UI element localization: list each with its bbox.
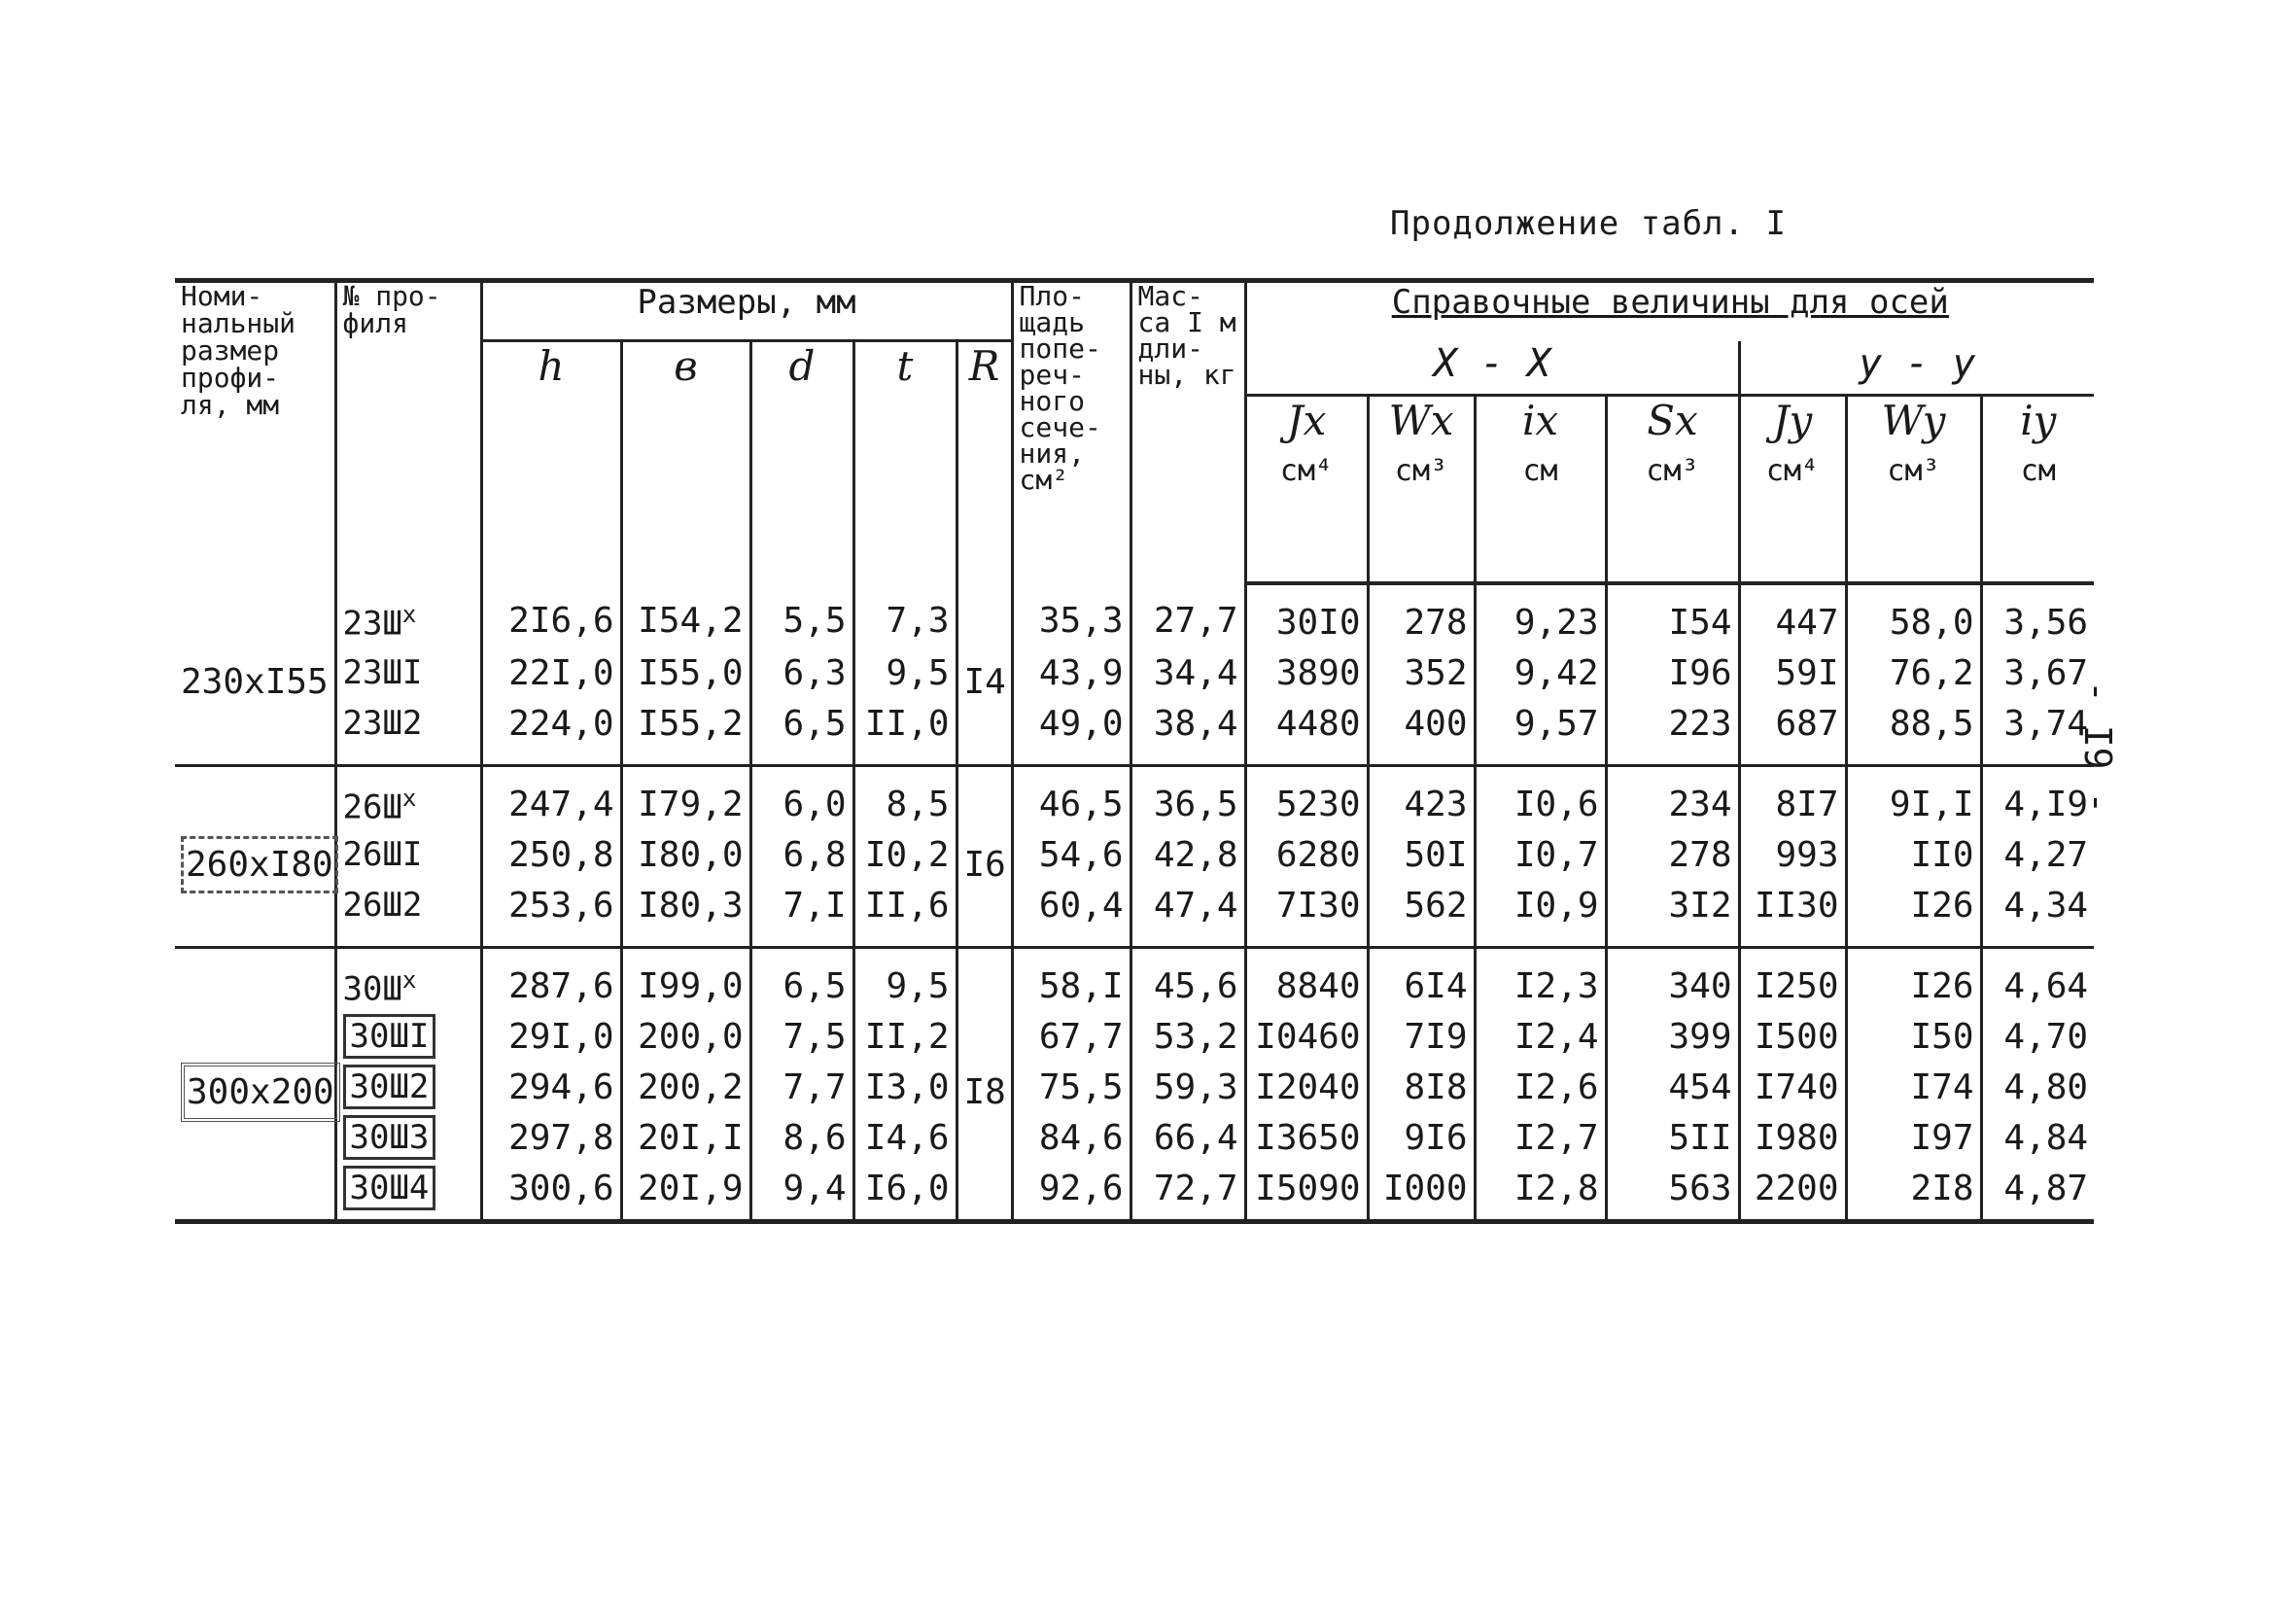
cell-ix: I2,8: [1475, 1169, 1606, 1222]
cell-d: 7,5: [750, 1017, 853, 1067]
cell-h: 2I6,6: [481, 583, 621, 653]
cell-ix: 9,42: [1475, 653, 1606, 704]
cell-r: I4: [957, 583, 1012, 766]
cell-iy: 4,80: [1981, 1067, 2094, 1118]
cell-ix: I2,4: [1475, 1017, 1606, 1067]
header-area: Пло- щадь попе- реч- ного сече- ния, см²: [1012, 281, 1131, 583]
cell-iy: 4,84: [1981, 1118, 2094, 1169]
cell-t: I0,2: [853, 835, 957, 886]
cell-wy: I74: [1846, 1067, 1981, 1118]
cell-profile: [335, 1169, 481, 1222]
cell-jx: I0460: [1245, 1017, 1368, 1067]
cell-nominal: [175, 583, 335, 766]
cell-ix: I2,7: [1475, 1118, 1606, 1169]
cell-mass: 72,7: [1131, 1169, 1245, 1222]
cell-jy: II30: [1739, 886, 1846, 948]
header-d: d: [750, 341, 853, 583]
cell-profile: [335, 1017, 481, 1067]
cell-t: 9,5: [853, 653, 957, 704]
header-wy: Wy см³: [1846, 395, 1981, 583]
header-b: в: [621, 341, 750, 583]
cell-sx: I96: [1606, 653, 1739, 704]
header-jy: Jy см⁴: [1739, 395, 1846, 583]
cell-sx: I54: [1606, 583, 1739, 653]
cell-sx: 234: [1606, 765, 1739, 835]
cell-iy: 4,I9: [1981, 765, 2094, 835]
cell-area: 92,6: [1012, 1169, 1131, 1222]
table-row: [175, 1017, 2094, 1067]
profile-sup: x: [401, 600, 417, 628]
cell-profile: [335, 583, 481, 653]
cell-nominal: [175, 947, 335, 1221]
cell-jy: 59I: [1739, 653, 1846, 704]
cell-h: 247,4: [481, 765, 621, 835]
cell-b: 20I,I: [621, 1118, 750, 1169]
cell-jx: 7I30: [1245, 886, 1368, 948]
cell-d: 6,5: [750, 947, 853, 1017]
cell-area: 43,9: [1012, 653, 1131, 704]
cell-ix: I0,6: [1475, 765, 1606, 835]
cell-iy: 4,87: [1981, 1169, 2094, 1222]
table-row: [175, 583, 2094, 653]
cell-jx: 6280: [1245, 835, 1368, 886]
cell-wy: I50: [1846, 1017, 1981, 1067]
cell-sx: 223: [1606, 704, 1739, 766]
cell-d: 7,I: [750, 886, 853, 948]
cell-t: II,0: [853, 704, 957, 766]
header-r: R: [957, 341, 1012, 583]
cell-ix: 9,23: [1475, 583, 1606, 653]
cell-mass: 27,7: [1131, 583, 1245, 653]
cell-iy: 4,64: [1981, 947, 2094, 1017]
cell-area: 67,7: [1012, 1017, 1131, 1067]
table-row: [175, 704, 2094, 766]
nominal-size: 230xI55: [181, 662, 329, 702]
cell-d: 8,6: [750, 1118, 853, 1169]
cell-mass: 42,8: [1131, 835, 1245, 886]
table-row: [175, 886, 2094, 948]
cell-area: 46,5: [1012, 765, 1131, 835]
cell-profile: [335, 1118, 481, 1169]
cell-iy: 4,27: [1981, 835, 2094, 886]
profile-table: [175, 278, 2094, 1224]
cell-wx: 400: [1368, 704, 1475, 766]
cell-d: 6,8: [750, 835, 853, 886]
header-wx: Wx см³: [1368, 395, 1475, 583]
cell-mass: 53,2: [1131, 1017, 1245, 1067]
cell-r: I8: [957, 947, 1012, 1221]
cell-t: II,2: [853, 1017, 957, 1067]
cell-sx: 454: [1606, 1067, 1739, 1118]
cell-h: 22I,0: [481, 653, 621, 704]
profile-number: 30Ш2: [343, 1065, 436, 1109]
table-row: [175, 653, 2094, 704]
cell-wx: 8I8: [1368, 1067, 1475, 1118]
profile-number: 23Ш2: [342, 703, 423, 743]
cell-jy: 687: [1739, 704, 1846, 766]
cell-wy: 88,5: [1846, 704, 1981, 766]
profile-number: 30Ш4: [343, 1166, 436, 1210]
cell-wy: 9I,I: [1846, 765, 1981, 835]
cell-sx: 399: [1606, 1017, 1739, 1067]
cell-jx: 8840: [1245, 947, 1368, 1017]
cell-jx: I5090: [1245, 1169, 1368, 1222]
cell-wx: 9I6: [1368, 1118, 1475, 1169]
header-h: h: [481, 341, 621, 583]
cell-profile: [335, 1067, 481, 1118]
cell-profile: [335, 886, 481, 948]
table-row: [175, 1169, 2094, 1222]
cell-jy: 993: [1739, 835, 1846, 886]
cell-b: I55,2: [621, 704, 750, 766]
cell-jy: I250: [1739, 947, 1846, 1017]
cell-r: I6: [957, 765, 1012, 947]
cell-area: 75,5: [1012, 1067, 1131, 1118]
cell-sx: 340: [1606, 947, 1739, 1017]
cell-sx: 278: [1606, 835, 1739, 886]
cell-profile: [335, 835, 481, 886]
cell-h: 300,6: [481, 1169, 621, 1222]
cell-t: 7,3: [853, 583, 957, 653]
table-row: [175, 1067, 2094, 1118]
cell-area: 58,I: [1012, 947, 1131, 1017]
cell-h: 287,6: [481, 947, 621, 1017]
cell-jx: 5230: [1245, 765, 1368, 835]
cell-jy: I500: [1739, 1017, 1846, 1067]
cell-h: 297,8: [481, 1118, 621, 1169]
cell-mass: 45,6: [1131, 947, 1245, 1017]
profile-number: 26Ш2: [342, 885, 423, 925]
header-ix: ix см: [1475, 395, 1606, 583]
cell-jy: 2200: [1739, 1169, 1846, 1222]
header-profile-no: № про- филя: [335, 281, 481, 583]
cell-t: 9,5: [853, 947, 957, 1017]
header-mass: Мас- са I м дли- ны, кг: [1131, 281, 1245, 583]
cell-iy: 3,67: [1981, 653, 2094, 704]
cell-sx: 3I2: [1606, 886, 1739, 948]
cell-mass: 59,3: [1131, 1067, 1245, 1118]
cell-jx: I2040: [1245, 1067, 1368, 1118]
profile-number: 30ШI: [343, 1014, 436, 1059]
cell-wx: 278: [1368, 583, 1475, 653]
profile-number: 23ШI: [342, 652, 423, 692]
cell-profile: [335, 947, 481, 1017]
cell-area: 35,3: [1012, 583, 1131, 653]
cell-h: 29I,0: [481, 1017, 621, 1067]
cell-ix: I0,7: [1475, 835, 1606, 886]
profile-number: 26Ш: [342, 787, 402, 826]
cell-profile: [335, 704, 481, 766]
table-row: [175, 947, 2094, 1017]
cell-jy: 447: [1739, 583, 1846, 653]
cell-area: 49,0: [1012, 704, 1131, 766]
cell-d: 5,5: [750, 583, 853, 653]
cell-mass: 47,4: [1131, 886, 1245, 948]
cell-sx: 5II: [1606, 1118, 1739, 1169]
nominal-size: 300x200: [181, 1063, 340, 1122]
cell-jx: 3890: [1245, 653, 1368, 704]
cell-b: I80,0: [621, 835, 750, 886]
cell-t: 8,5: [853, 765, 957, 835]
cell-ix: I2,3: [1475, 947, 1606, 1017]
cell-area: 54,6: [1012, 835, 1131, 886]
header-dimensions: Размеры, мм: [481, 281, 1012, 341]
cell-b: I54,2: [621, 583, 750, 653]
cell-wy: 2I8: [1846, 1169, 1981, 1222]
cell-b: 200,0: [621, 1017, 750, 1067]
header-t: t: [853, 341, 957, 583]
cell-iy: 3,74: [1981, 704, 2094, 766]
cell-jy: I740: [1739, 1067, 1846, 1118]
cell-t: I3,0: [853, 1067, 957, 1118]
profile-number: 30Ш3: [343, 1115, 436, 1160]
cell-wy: 58,0: [1846, 583, 1981, 653]
cell-jy: I980: [1739, 1118, 1846, 1169]
cell-h: 253,6: [481, 886, 621, 948]
cell-t: II,6: [853, 886, 957, 948]
header-reference: Справочные величины для осей: [1245, 281, 2094, 341]
table-row: [175, 1118, 2094, 1169]
cell-d: 6,3: [750, 653, 853, 704]
cell-wx: 423: [1368, 765, 1475, 835]
cell-jx: 4480: [1245, 704, 1368, 766]
cell-wx: 562: [1368, 886, 1475, 948]
cell-t: I6,0: [853, 1169, 957, 1222]
cell-b: 200,2: [621, 1067, 750, 1118]
table-row: [175, 835, 2094, 886]
cell-jx: 30I0: [1245, 583, 1368, 653]
cell-area: 60,4: [1012, 886, 1131, 948]
profile-number: 23Ш: [342, 603, 402, 643]
cell-wx: 352: [1368, 653, 1475, 704]
cell-h: 250,8: [481, 835, 621, 886]
cell-b: 20I,9: [621, 1169, 750, 1222]
cell-wy: I97: [1846, 1118, 1981, 1169]
cell-ix: I2,6: [1475, 1067, 1606, 1118]
cell-wx: 50I: [1368, 835, 1475, 886]
header-sx: Sx см³: [1606, 395, 1739, 583]
cell-wy: I26: [1846, 886, 1981, 948]
cell-nominal: [175, 765, 335, 947]
cell-wy: I26: [1846, 947, 1981, 1017]
cell-mass: 34,4: [1131, 653, 1245, 704]
cell-wx: 6I4: [1368, 947, 1475, 1017]
cell-wy: 76,2: [1846, 653, 1981, 704]
header-nominal: Номи- нальный размер профи- ля, мм: [175, 281, 335, 583]
cell-profile: [335, 653, 481, 704]
cell-h: 294,6: [481, 1067, 621, 1118]
cell-iy: 4,34: [1981, 886, 2094, 948]
profile-sup: x: [401, 784, 417, 812]
cell-jx: I3650: [1245, 1118, 1368, 1169]
profile-number: 26ШI: [342, 834, 423, 874]
cell-mass: 38,4: [1131, 704, 1245, 766]
profile-number: 30Ш: [342, 968, 402, 1008]
cell-wy: II0: [1846, 835, 1981, 886]
page-number: - I9 -: [2076, 681, 2119, 815]
cell-b: I99,0: [621, 947, 750, 1017]
header-axis-y: y - y: [1739, 341, 2094, 396]
cell-ix: I0,9: [1475, 886, 1606, 948]
cell-b: I55,0: [621, 653, 750, 704]
cell-jy: 8I7: [1739, 765, 1846, 835]
header-jx: Jx см⁴: [1245, 395, 1368, 583]
cell-profile: [335, 765, 481, 835]
cell-mass: 66,4: [1131, 1118, 1245, 1169]
cell-b: I79,2: [621, 765, 750, 835]
cell-d: 6,5: [750, 704, 853, 766]
cell-t: I4,6: [853, 1118, 957, 1169]
cell-sx: 563: [1606, 1169, 1739, 1222]
table-row: [175, 765, 2094, 835]
profile-sup: x: [401, 965, 417, 994]
cell-wx: I000: [1368, 1169, 1475, 1222]
cell-mass: 36,5: [1131, 765, 1245, 835]
cell-iy: 3,56: [1981, 583, 2094, 653]
header-axis-x: X - X: [1245, 341, 1739, 396]
cell-area: 84,6: [1012, 1118, 1131, 1169]
cell-ix: 9,57: [1475, 704, 1606, 766]
header-iy: iy см: [1981, 395, 2094, 583]
cell-wx: 7I9: [1368, 1017, 1475, 1067]
cell-h: 224,0: [481, 704, 621, 766]
cell-d: 9,4: [750, 1169, 853, 1222]
table-body: [175, 583, 2094, 1222]
table-caption: Продолжение табл. I: [1390, 204, 1787, 243]
cell-d: 6,0: [750, 765, 853, 835]
cell-iy: 4,70: [1981, 1017, 2094, 1067]
nominal-size: 260xI80: [181, 836, 338, 893]
cell-d: 7,7: [750, 1067, 853, 1118]
cell-b: I80,3: [621, 886, 750, 948]
